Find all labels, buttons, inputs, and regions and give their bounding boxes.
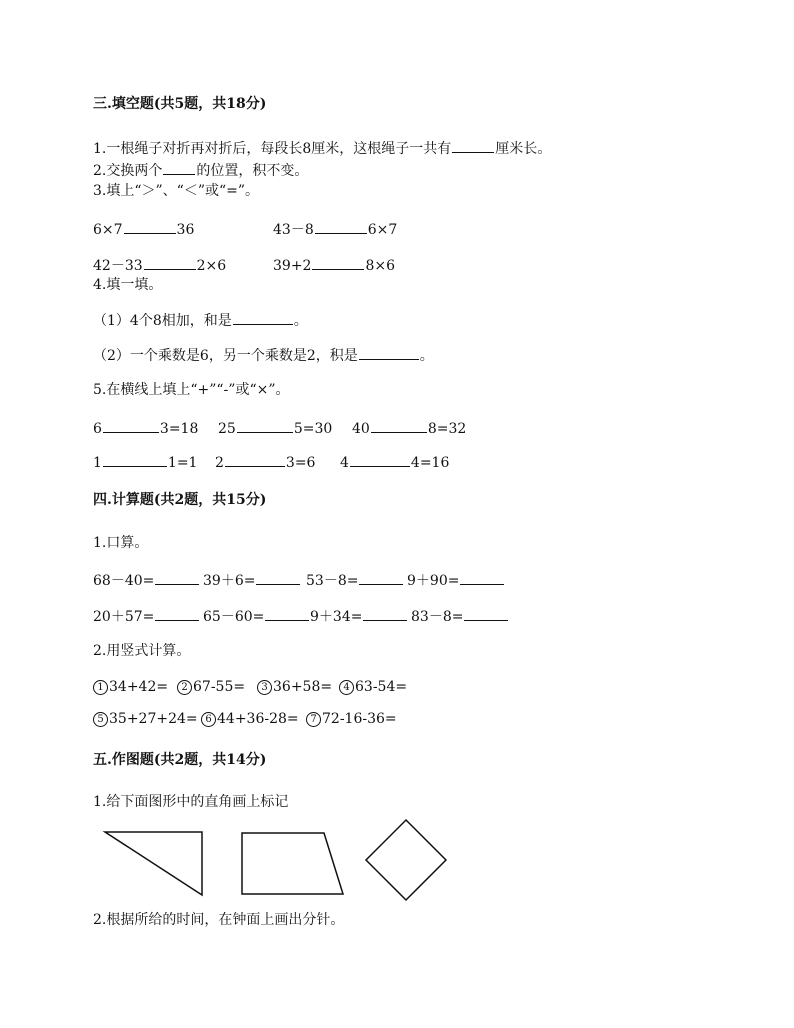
vertical-item: 2 67-55= <box>177 678 245 696</box>
oral-item: 9＋90= <box>407 570 505 590</box>
compare-item: 6×7 36 <box>93 219 194 239</box>
s3-q2-after: 的位置，积不变。 <box>196 163 309 179</box>
compare-item: 42－33 2×6 <box>93 255 226 275</box>
answer-blank[interactable] <box>359 570 403 585</box>
answer-blank[interactable] <box>265 606 309 621</box>
circled-number: 7 <box>306 712 321 727</box>
vertical-item: 3 36+58= <box>257 678 332 696</box>
section-4-title: 四.计算题(共2题，共15分) <box>93 492 267 508</box>
oral-item: 65－60= <box>203 606 310 626</box>
oral-item: 9＋34= <box>310 606 408 626</box>
circled-number: 2 <box>177 680 192 695</box>
answer-blank[interactable] <box>233 310 293 325</box>
operator-item: 6 3=18 <box>93 418 198 438</box>
oral-item: 53－8= <box>306 570 404 590</box>
answer-blank[interactable] <box>315 219 367 234</box>
answer-blank[interactable] <box>363 606 407 621</box>
vertical-item: 1 34+42= <box>93 678 168 696</box>
s4-q2: 2.用竖式计算。 <box>93 643 191 659</box>
oral-item: 68－40= <box>93 570 200 590</box>
operator-item: 25 5=30 <box>218 418 332 438</box>
operator-item: 1 1=1 <box>93 452 197 472</box>
answer-blank[interactable] <box>464 606 508 621</box>
vertical-item: 5 35+27+24= <box>93 710 198 728</box>
s3-q1-before: 1.一根绳子对折再对折后，每段长8厘米，这根绳子一共有 <box>93 141 452 157</box>
answer-blank[interactable] <box>312 255 364 270</box>
answer-blank[interactable] <box>124 219 176 234</box>
vertical-item: 4 63-54= <box>339 678 407 696</box>
circled-number: 3 <box>257 680 272 695</box>
answer-blank[interactable] <box>350 452 410 467</box>
s3-q2-before: 2.交换两个 <box>93 163 163 179</box>
operator-item: 40 8=32 <box>352 418 466 438</box>
answer-blank[interactable] <box>103 452 167 467</box>
answer-blank[interactable] <box>163 160 195 175</box>
vertical-item: 6 44+36-28= <box>201 710 299 728</box>
s3-q4-2: （2）一个乘数是6，另一个乘数是2，积是 。 <box>93 345 434 365</box>
answer-blank[interactable] <box>103 418 159 433</box>
circled-number: 1 <box>93 680 108 695</box>
oral-item: 39＋6= <box>203 570 301 590</box>
s3-q2 <box>93 160 308 180</box>
section-3-title: 三.填空题(共5题，共18分) <box>93 96 267 112</box>
compare-item: 43－8 6×7 <box>273 219 397 239</box>
s3-q1-after: 厘米长。 <box>495 141 552 157</box>
answer-blank[interactable] <box>371 418 427 433</box>
s3-q4: 4.填一填。 <box>93 277 163 293</box>
s4-q1: 1.口算。 <box>93 535 149 551</box>
vertical-item: 7 72-16-36= <box>306 710 397 728</box>
section-5-title: 五.作图题(共2题，共14分) <box>93 752 267 768</box>
answer-blank[interactable] <box>144 255 196 270</box>
s5-q2: 2.根据所给的时间，在钟面上画出分针。 <box>93 912 345 928</box>
geometry-figures <box>100 815 460 905</box>
oral-item: 83－8= <box>411 606 509 626</box>
operator-item: 2 3=6 <box>215 452 315 472</box>
s5-q1: 1.给下面图形中的直角画上标记 <box>93 794 289 810</box>
s3-q3: 3.填上“＞”、“＜”或“=”。 <box>93 183 260 199</box>
right-triangle-shape <box>105 832 202 895</box>
answer-blank[interactable] <box>155 606 199 621</box>
answer-blank[interactable] <box>237 418 293 433</box>
s3-q5: 5.在横线上填上“+”“-”或“×”。 <box>93 382 290 398</box>
compare-item: 39+2 8×6 <box>273 255 395 275</box>
circled-number: 4 <box>339 680 354 695</box>
rotated-square-shape <box>366 820 446 900</box>
trapezoid-shape <box>242 833 343 894</box>
s3-q4-1: （1）4个8相加，和是 。 <box>93 310 308 330</box>
answer-blank[interactable] <box>359 345 419 360</box>
s3-q1 <box>93 138 551 158</box>
answer-blank[interactable] <box>225 452 285 467</box>
circled-number: 6 <box>201 712 216 727</box>
answer-blank[interactable] <box>460 570 504 585</box>
answer-blank[interactable] <box>155 570 199 585</box>
answer-blank[interactable] <box>256 570 300 585</box>
circled-number: 5 <box>93 712 108 727</box>
operator-item: 4 4=16 <box>340 452 449 472</box>
answer-blank[interactable] <box>452 138 494 153</box>
oral-item: 20＋57= <box>93 606 200 626</box>
